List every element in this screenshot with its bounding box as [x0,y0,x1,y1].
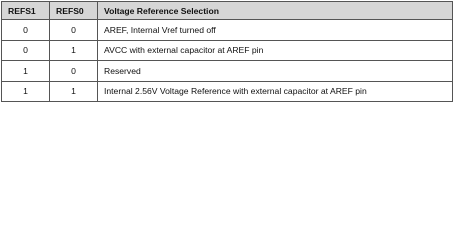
table-row [2,81,453,102]
voltage-reference-table [1,1,453,102]
cell-selection: Reserved [98,61,453,82]
cell-selection: AVCC with external capacitor at AREF pin [98,40,453,61]
table-row [2,20,453,41]
cell-refs0: 1 [50,81,98,102]
cell-selection: Internal 2.56V Voltage Reference with external capacitor at AREF pin [98,81,453,102]
header-refs0: REFS0 [50,2,98,20]
table-row [2,61,453,82]
table-row [2,40,453,61]
header-voltage-reference-selection: Voltage Reference Selection [98,2,453,20]
cell-refs0: 1 [50,40,98,61]
cell-refs1: 0 [2,40,50,61]
cell-selection: AREF, Internal Vref turned off [98,20,453,41]
table-header-row [2,2,453,20]
cell-refs0: 0 [50,61,98,82]
cell-refs1: 1 [2,81,50,102]
document-page [0,0,455,104]
cell-refs1: 1 [2,61,50,82]
header-refs1: REFS1 [2,2,50,20]
cell-refs1: 0 [2,20,50,41]
cell-refs0: 0 [50,20,98,41]
